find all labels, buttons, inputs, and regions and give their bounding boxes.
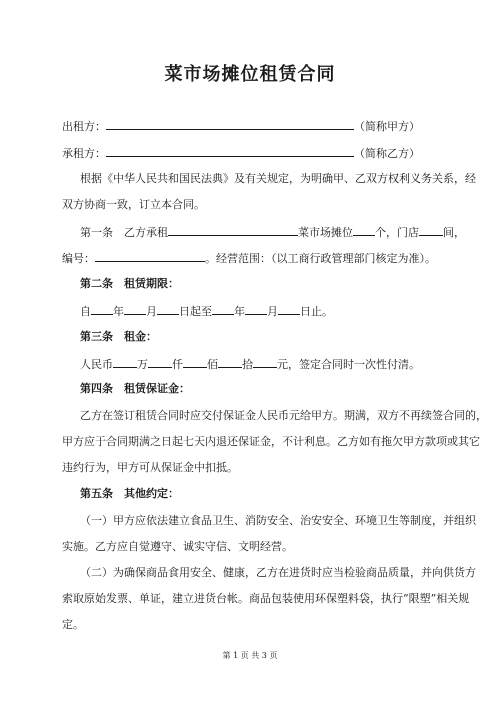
article4-line-1: 乙方在签订租赁合同时应交付保证金人民币元给甲方。期满，双方不再续签合同的， [80, 409, 487, 422]
article1-line-2 [62, 250, 436, 266]
lessor-note: （简称甲方） [354, 120, 420, 133]
article1-text-c: 个，门店 [375, 226, 419, 239]
from-label: 自 [80, 305, 91, 318]
preamble-line-2: 双方协商一致，订立本合同。 [62, 198, 205, 211]
yuan-blank[interactable] [253, 356, 277, 368]
lessee-line [62, 145, 420, 161]
shi-blank[interactable] [218, 356, 242, 368]
day-from-label: 日起至 [179, 305, 212, 318]
article5-p1-line-2: 实施。乙方应自觉遵守、诚实守信、文明经营。 [62, 540, 293, 553]
year-label: 年 [113, 305, 124, 318]
start-day-blank[interactable] [157, 303, 179, 315]
year-label-2: 年 [234, 305, 245, 318]
lessee-note: （简称乙方） [354, 147, 420, 160]
article4-line-3: 违约行为，甲方可从保证金中扣抵。 [62, 461, 238, 474]
article1-number-blank[interactable] [95, 250, 205, 262]
lessee-blank[interactable] [106, 145, 354, 157]
article3-heading: 第三条 租金： [80, 330, 157, 343]
article3-amount [80, 356, 420, 372]
start-month-blank[interactable] [124, 303, 146, 315]
article1-text-e: 编号： [62, 252, 95, 265]
article5-p2-line-2: 索取原始发票、单证，建立进货台帐。商品包装使用环保塑料袋，执行“限塑”相关规 [62, 592, 470, 605]
article1-location-blank[interactable] [168, 224, 298, 236]
article4-heading: 第四条 租赁保证金： [80, 382, 190, 395]
start-year-blank[interactable] [91, 303, 113, 315]
lessor-line [62, 118, 420, 134]
preamble-line-1: 根据《中华人民共和国民法典》及有关规定，为明确甲、乙双方权利义务关系，经 [80, 172, 476, 185]
article1-count-blank[interactable] [353, 224, 375, 236]
document-title: 菜市场摊位租赁合同 [164, 64, 336, 85]
bai-blank[interactable] [183, 356, 207, 368]
wan-blank[interactable] [113, 356, 137, 368]
article1-text-b: 菜市场摊位 [298, 226, 353, 239]
lessee-label: 承租方： [62, 147, 106, 160]
article4-line-2: 甲方应于合同期满之日起七天内退还保证金，不计利息。乙方如有拖欠甲方款项或其它 [62, 435, 480, 448]
article1-text-d: 间， [443, 226, 465, 239]
rmb-label: 人民币 [80, 358, 113, 371]
lessor-label: 出租方： [62, 120, 106, 133]
lessor-blank[interactable] [106, 118, 354, 130]
wan-label: 万 [137, 358, 148, 371]
qian-label: 仟 [172, 358, 183, 371]
qian-blank[interactable] [148, 356, 172, 368]
article2-heading: 第二条 租赁期限： [80, 277, 179, 290]
month-label: 月 [146, 305, 157, 318]
end-year-blank[interactable] [212, 303, 234, 315]
article2-dates [80, 303, 333, 319]
day-to-label: 日止。 [300, 305, 333, 318]
article1-shops-blank[interactable] [419, 224, 443, 236]
article5-p2-line-3: 定。 [62, 618, 84, 631]
yuan-tail-label: 元，签定合同时一次性付清。 [277, 358, 420, 371]
end-day-blank[interactable] [278, 303, 300, 315]
end-month-blank[interactable] [245, 303, 267, 315]
article5-p1-line-1: （一）甲方应依法建立食品卫生、消防安全、治安安全、环境卫生等制度，并组织 [80, 514, 476, 527]
shi-label: 拾 [242, 358, 253, 371]
month-label-2: 月 [267, 305, 278, 318]
article5-heading: 第五条 其他约定： [80, 487, 179, 500]
bai-label: 佰 [207, 358, 218, 371]
article1-line-1 [80, 224, 465, 240]
page-footer: 第 1 页 共 3 页 [222, 651, 278, 660]
article1-text-a: 第一条 乙方承租 [80, 226, 168, 239]
article5-p2-line-1: （二）为确保商品食用安全、健康，乙方在进货时应当检验商品质量，并向供货方 [80, 566, 476, 579]
article1-text-f: 。经营范围：（以工商行政管理部门核定为准）。 [205, 252, 436, 265]
